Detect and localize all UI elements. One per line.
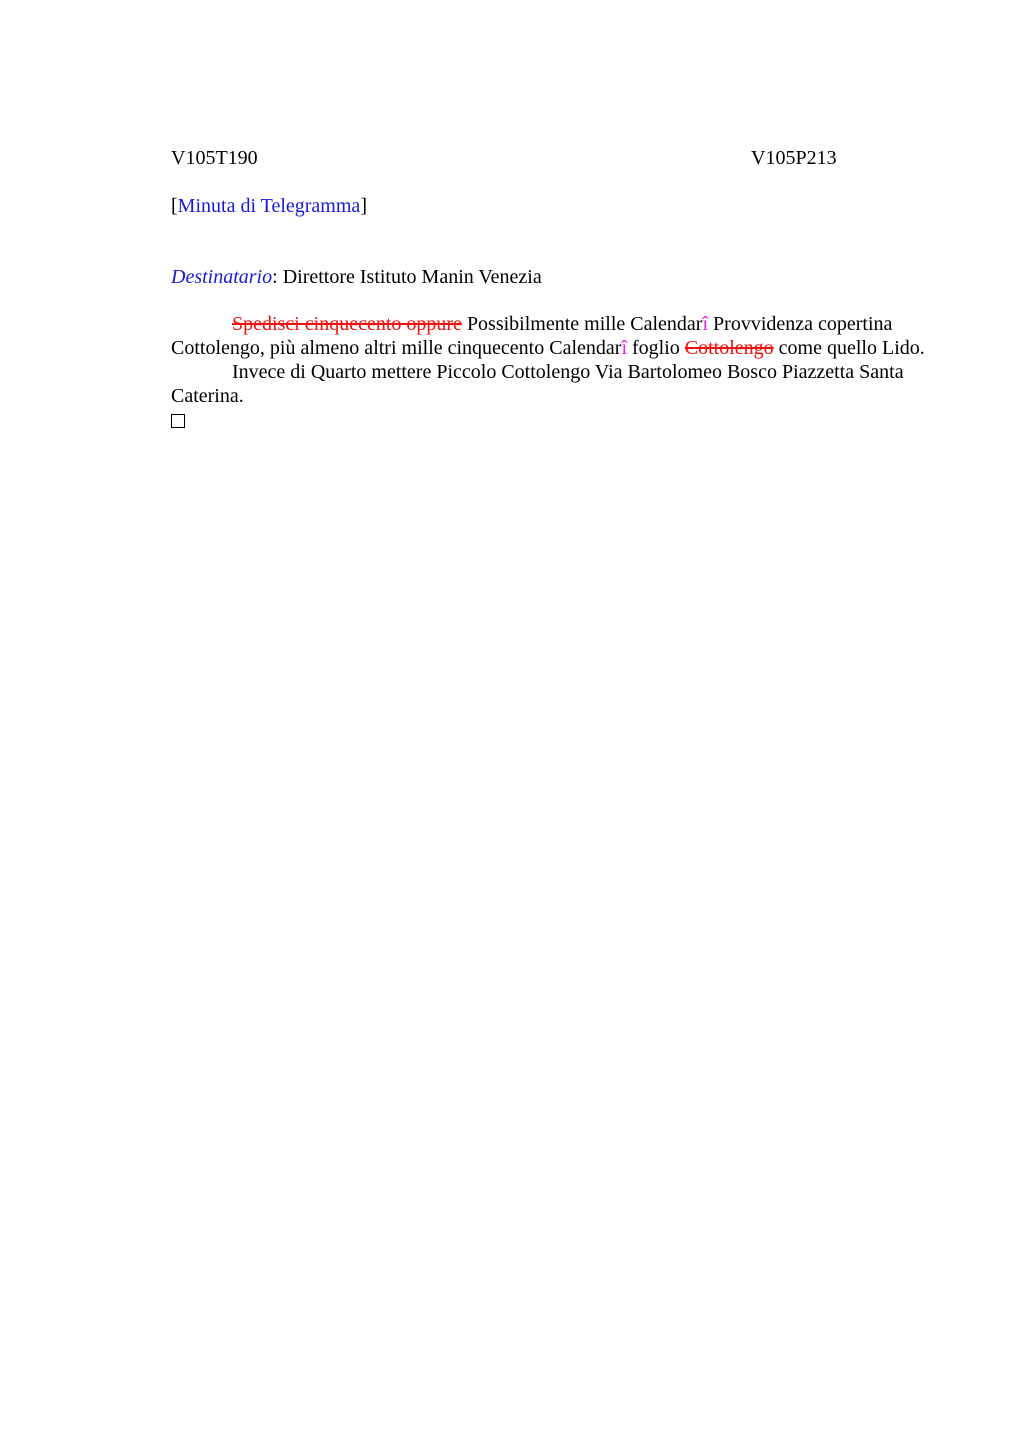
telegram-body [171,312,933,434]
editorial-mark: î [621,337,627,359]
document-type-label: Minuta di Telegramma [177,195,361,217]
paragraph-text: Possibilmente mille Calendar [461,313,703,335]
paragraph-text: Provvidenza copertina Cottolengo, più almeno altri mille cinquecento Calendar [171,313,893,359]
paragraph-1 [171,312,933,360]
recipient-label: Destinatario [171,266,273,288]
square-box-icon [171,414,185,428]
editorial-mark: î [702,313,709,335]
paragraph-text: come quello Lido. [773,337,925,359]
bracket-close: ] [360,195,367,217]
deleted-text: Spedisci cinquecento oppure [232,313,462,335]
bracket-open: [ [171,195,178,217]
recipient-value: Direttore Istituto Manin Venezia [282,266,542,288]
recipient-line [171,265,542,289]
document-code-right: V105P213 [751,147,837,169]
paragraph-text: foglio [627,337,685,359]
document-type [171,194,367,218]
document-code-left: V105T190 [171,147,258,169]
deleted-text: Cottolengo [684,337,774,359]
paragraph-2: Invece di Quarto mettere Piccolo Cottolengo Via Bartolomeo Bosco Piazzetta Santa Caterina. [171,361,904,407]
end-of-document-box-icon [171,408,933,434]
recipient-separator: : [272,266,283,288]
